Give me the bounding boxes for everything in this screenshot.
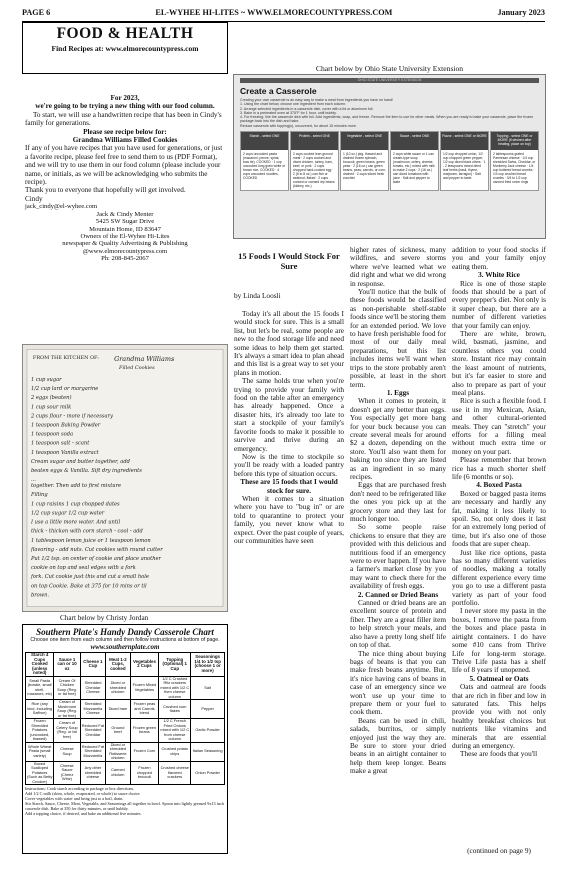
article-title: 15 Foods I Would Stock For Sure	[238, 251, 340, 271]
table-cell: Crushed corn flakes	[159, 700, 191, 719]
column-header: Topping (Optional) 1 Cup	[159, 653, 191, 677]
chart-title: Southern Plate's Handy Dandy Casserole Chart	[36, 627, 214, 637]
table-cell: Reduced Fat Shredded Cheddar	[80, 719, 105, 743]
ohio-column	[390, 131, 439, 191]
table-cell: Rice (any kind, including Saffron)	[26, 700, 54, 719]
ohio-column	[340, 131, 389, 191]
card-line: thick - thicken with corn starch - cool - add	[30, 528, 143, 535]
card-line: 1 tablespoon lemon juice or 1 teaspoon lemon	[30, 537, 151, 544]
instruction-line: Instructions: Cook starch according to package or box directions.	[25, 786, 135, 791]
owner-names: Jack & Cindy Menter	[96, 210, 154, 218]
article-byline: by Linda Loosli	[234, 291, 281, 300]
table-cell: Any other shredded cheese	[80, 761, 105, 785]
table-cell: Crushed cheese flavored crackers	[159, 761, 191, 785]
table-cell: Diced ham	[106, 700, 130, 719]
table-cell: Italian Seasoning	[191, 742, 225, 761]
section-title-box	[22, 22, 228, 74]
table-cell: Frozen chopped broccoli	[130, 761, 159, 785]
card-line: 1 cup sugar	[30, 376, 62, 383]
subhead: 5. Oatmeal or Oats	[469, 673, 529, 683]
ohio-columns	[240, 131, 539, 191]
ohio-step: 1. Using the chart below, choose one ingredient from each column.	[240, 102, 347, 107]
subhead: 4. Boxed Pasta	[476, 480, 522, 490]
chart-url[interactable]: www.southernplate.com	[90, 643, 160, 651]
paragraph: The nice thing about buying bags of beans is that you can make fresh beans anytime. But, it's nice having cans of beans in case of an emergency since we won't use up your time to prepare them or your fuel to cook them.	[350, 648, 446, 717]
table-cell: Shredded Cheddar Cheese	[80, 676, 105, 700]
note-heading: For 2023,	[110, 94, 140, 102]
subhead: 3. White Rice	[478, 270, 520, 280]
paragraph: addition to your food stocks if you and your family enjoy eating them.	[452, 245, 546, 271]
instruction-line: Cover vegetables with water and bring just to a boil, drain.	[25, 795, 124, 801]
table-cell: 1/2 C Crushed Ritz crackers mixed with 1/2 C then cheese column	[160, 675, 190, 699]
paragraph: These are foods that you'll	[460, 749, 538, 759]
paragraph: Just like rice options, pasta has so many different varieties of noodles, making a totally different experience every time you go to use a different pasta variety as part of your food portfolio.	[452, 547, 546, 608]
card-line: ...	[30, 477, 36, 484]
table-cell: Ground beef	[106, 719, 130, 743]
role-line: newspaper & Quality Advertising & Publishing	[62, 240, 188, 248]
section-title: FOOD & HEALTH	[56, 25, 194, 42]
note-thanks: Thank you to everyone that hopefully will get involved.	[25, 186, 186, 195]
card-subtitle: Filled Cookies	[119, 365, 155, 372]
card-title: Grandma Williams	[114, 355, 175, 364]
paragraph: Canned or dried beans are an excellent source of protein and fiber. They are a great filler item to help stretch your meals, and also have a pretty long shelf life on top of that.	[350, 598, 446, 650]
paragraph: So some people raise chickens to ensure that they are provided with this delicious and nutritious food if an emergency were to ever happen. If you have a farmer's market close by you may want to check there for the availability of fresh eggs.	[350, 522, 446, 591]
page-number: PAGE 6	[22, 8, 51, 17]
table-cell: Cream of Celery Soup (Reg. or fat free)	[54, 719, 80, 743]
table-cell: Onion Powder	[191, 761, 225, 785]
note-heading-2: we're going to be trying a new thing with our food column.	[35, 102, 215, 111]
ohio-step: 4. For freezing: line the casserole dish with foil. Add ingredients, wrap, and freeze. Remove the item to use for other meals. When you are ready to bake your casserole, place the frozen package back into the dish and bake.	[240, 115, 534, 124]
table-cell: Cheese Soup	[54, 742, 80, 761]
paragraph: Rice is such a flexible food. I use it in my Mexican, Asian, and other cultural-oriented meals. They can "stretch" your efforts for a filling meal without much extra time or money on your part.	[452, 396, 546, 456]
chart-table	[25, 652, 225, 785]
ohio-column-body: 2 cups uncooked pasta (macaroni, penne, spiral, bow tie), COOKED · 1 cup uncooked long grain white or brown rice, COOKED · 4 cups uncooked noodles, COOKED	[243, 152, 286, 181]
address-line-1: 5425 SW Sugar Drive	[95, 218, 155, 226]
caption-christy: Chart below by Christy Jordan	[60, 614, 149, 622]
ohio-column-body: 2 cups cooked lean ground meat · 2 cups cooked and diced chicken, turkey, ham, beef, or pork · 2 cups chopped hard-cooked egg · 2 (6 to 8 oz.) can fish or seafood, flaked · 2 cups cooked or canned dry beans (kidney, etc.)	[293, 152, 335, 189]
paragraph: When it comes to protein, it doesn't get any better than eggs. You especially get more bang for your buck because you can create several meals for around $2 a dozen, depending on the store. You'll also want them for baking too since they are listed as an ingredient in so many recipes.	[350, 396, 446, 481]
table-cell: Diced or shredded Rotisserie chicken	[106, 742, 130, 761]
card-line: Filling	[30, 492, 48, 499]
table-cell: 1/2 C French Fried Onions mixed with 1/2 C from cheese column	[160, 718, 190, 741]
paragraph: Eggs that are purchased fresh don't need to be refrigerated like the ones you pick up at the grocery store and they last for much longer too.	[350, 480, 446, 523]
table-cell: Canned chicken	[106, 761, 130, 785]
card-line: 2 eggs (beaten)	[30, 395, 72, 402]
paragraph: Today it's all about the 15 foods I would stock for sure. This is a small list, but let's be real, some people are new to the food storage life and need some ideas to help them get started. It's always a smart idea to plan ahead and this list is a great way to set your plans in motion.	[234, 309, 344, 377]
paragraph: higher rates of sickness, many wildfires, and severe storms where we've learned what we did right and what we did wrong in response.	[350, 245, 446, 288]
table-row	[26, 742, 225, 761]
email-link[interactable]: jack_cindy@el-wyhee.com	[25, 203, 98, 211]
paragraph: Oats and oatmeal are foods that are rich in fiber and low in saturated fats. This helps provide you with not only healthy breakfast choices but nutrients like vitamins and minerals that are essential during an emergency.	[452, 682, 546, 750]
website-link[interactable]: @www.elmorecountypress.com	[82, 247, 168, 255]
card-line: 1 teaspoon salt - scant	[30, 440, 90, 447]
card-line: together. Then add to first mixture	[30, 483, 122, 490]
chart-instructions	[25, 787, 225, 816]
ohio-column-header: Vegetable - select ONE	[341, 132, 388, 150]
ohio-column-header: Starch - select ONE	[241, 132, 288, 150]
paragraph: When it comes to a situation where you have to "bug in" or are told to quarantine to protect your family, you never know what to expect. Over the past couple of years, our communities have seen	[234, 493, 344, 545]
card-line: 1 teaspoon Vanilla extract	[30, 449, 99, 456]
card-line: fork. Cut cookie just this and cut a small hole	[30, 574, 149, 581]
ohio-banner: OHIO STATE UNIVERSITY EXTENSION	[240, 78, 539, 83]
recipe-card-image	[22, 344, 228, 612]
card-line: 1 teaspoon soda	[30, 431, 74, 438]
column-header: Vegetables 2 Cups	[130, 653, 159, 677]
card-line: flavoring - add nuts. Cut cookies with round cutter	[30, 546, 163, 553]
note-paragraph: To start, we will use a handwritten recipe that has been in Cindy's family for generations.	[25, 110, 222, 128]
ohio-column	[490, 131, 539, 191]
ohio-column-header: Protein - select ONE	[291, 132, 338, 150]
ohio-column-header: Sauce - select ONE	[391, 132, 438, 150]
ohio-column-body: 1 (10 oz.) pkg. thawed and drained frozen spinach, broccoli, green beans, green peas · 2 (16 oz.) can green beans, peas, carrots, or corn, drained · 2 cups sliced fresh zucchini	[343, 152, 386, 181]
table-row	[26, 761, 225, 785]
table-cell: Cheese Sauce (Cheez Whiz)	[54, 761, 80, 785]
card-line: Put 1/2 tsp. on center of cookie and place another	[30, 555, 162, 562]
card-line: on top Cookie. Bake at 375 for 10 mins or til	[30, 583, 147, 590]
card-line: beaten eggs & Vanilla. Sift dry ingredients	[30, 468, 142, 475]
editor-note	[22, 82, 228, 344]
column-header: Seasonings 1/4 to 1/2 tsp (choose 1 or more)	[191, 653, 225, 677]
note-see: Please see recipe below for:	[83, 127, 167, 136]
create-casserole-chart	[233, 74, 546, 239]
card-line: cookie on top and seal edges with a fork	[30, 565, 136, 572]
address-line-2: Mountain Home, ID 83647	[89, 225, 161, 233]
note-paragraph-2: If any of you have recipes that you have used for generations, or just a favorite recipe, please feel free to send them to us (PDF Format), and we will try to use them in our food column (please include your name, or initials, as we will be acknowledging who submits the recipe).	[25, 144, 223, 187]
instruction-line: Add 1/2 C milk (skim, whole, evaporated, or whole) to sauce choice.	[25, 790, 141, 796]
owners-line: Owners of the El-Wyhee Hi-Lites	[80, 232, 170, 240]
ohio-intro: Creating your own casserole is an easy way to make a meal from ingredients you have on hand!	[240, 98, 394, 102]
card-line: 1 cup sour milk	[30, 404, 72, 411]
table-cell: Cream of Mushroom Soup (Reg. or fat free)	[54, 700, 80, 719]
table-cell: Frozen Shredded Potatoes (uncooked, thawed)	[26, 719, 54, 743]
ohio-column-header: Topping - select ONE or MORE (if desired after heating, place on top)	[491, 132, 538, 150]
paper-title: EL-WYHEE HI-LITES ~ WWW.ELMORECOUNTYPRESS.COM	[155, 8, 393, 17]
ohio-column-body: 2 tablespoons grated Parmesan cheese · 1/4 cup shredded Swiss, Cheddar, or Monterey Jack cheese · 1/4 cup buttered bread crumbs · 1/4 cup crushed bread crumbs · 3/4 to 1/2 cup canned fried onion rings	[493, 152, 536, 185]
card-line: 1/2 cup lard or margarine	[30, 386, 99, 393]
note-signature: Cindy	[25, 194, 43, 203]
paragraph: There are white, brown, wild, basmati, jasmine, and countless others you could store. Instant rice may contain the least amount of nutrients, but it's far easier to store and also to prepare as part of your meal plans.	[452, 329, 546, 397]
continued-note: (continued on page 9)	[467, 846, 531, 855]
table-cell: Cream Of Chicken Soup (Reg. or fat free)	[54, 676, 80, 700]
section-subtitle: Find Recipes at: www.elmorecountypress.com	[51, 44, 199, 53]
ohio-column	[440, 131, 489, 191]
paragraph: Beans can be used in chili, salads, burritos, or simply enjoyed just the way they are. Be sure to store your dried beans in an airtight container to help them keep longer. Beans make a great	[350, 715, 446, 776]
paragraph: The same holds true when you're trying to provide your family with food on the table after an emergency has already happened. Once a disaster hits, it's already too late to start a stockpile of your family's favorite foods to make it possible to survive and thrive during an emergency.	[234, 376, 344, 453]
table-cell: Small Pasta (bowtie, small shell, macaroni, etc)	[26, 676, 54, 700]
caption-ohio: Chart below by Ohio State University Extension	[315, 64, 464, 73]
article-column-3	[452, 246, 546, 846]
table-cell: Diced or shredded chicken	[106, 676, 130, 700]
table-cell: Boxed Scalloped Potatoes (Such as Betty Crocker)	[27, 760, 53, 784]
ohio-step: 3. Bake in a preheated oven at 375°F for 1 hour, until bubbly.	[240, 110, 337, 115]
paragraph: Rice is one of those staple foods that should be a part of every prepper's diet. Not only is it super cheap, but there are a number of different varieties that your family can enjoy.	[452, 278, 546, 330]
ohio-steps	[240, 102, 539, 123]
table-cell: Pepper	[191, 700, 225, 719]
card-line: Cream sugar and butter together, add	[30, 458, 130, 465]
ohio-column-body: 1/2 cup chopped onion, 1/2 cup chopped green pepper, 1/2 cup diced black olives · 1 - 2 teaspoons mixed dried leaf herbs (basil, thyme, marjoram, tarragon) · Salt and pepper to taste	[443, 152, 486, 181]
table-cell: Whole Wheat Pasta (small variety)	[26, 742, 54, 761]
paragraph: Boxed or bagged pasta items are necessary and hardly any fat, making it less likely to spoil. So, not only does it last for an extremely long period of time, but it's also one of those foods that are super cheap.	[452, 488, 546, 549]
subhead: 1. Eggs	[386, 387, 410, 397]
table-cell: Garlic Powder	[191, 719, 225, 743]
paragraph: You'll notice that the bulk of these foods would be classified as non-perishable shelf-stable foods since we'll be storing them for an extended period. We love to have fresh perishable food for most of our daily meal preparations, but this list includes items we'll want when trips to the store probably aren't possible, at least in the short term.	[350, 287, 446, 389]
table-row	[26, 676, 225, 700]
table-cell: Frozen green beans	[130, 719, 159, 743]
casserole-chart	[22, 624, 228, 854]
column-header: Starch 4 Cups Cooked (unless noted)	[26, 653, 54, 677]
column-header: Meat 1-2 Cups, cooked	[106, 653, 130, 677]
article-column-2	[350, 246, 446, 858]
instruction-line: casserole dish. Bake at 350 for thirty minutes, or until bubbly.	[25, 805, 129, 811]
paragraph: Now is the time to stockpile so you'll be ready with a loaded pantry before this type of situation occurs.	[234, 451, 344, 478]
subhead: These are 15 foods that I would stock for sure.	[240, 477, 338, 495]
column-header: Sauce 1 can or 10 oz	[54, 653, 80, 677]
card-line: 1 teaspoon Baking Powder	[30, 422, 101, 429]
ohio-column-header: Flavor - select ONE or MORE	[441, 132, 488, 150]
card-line: brown.	[30, 592, 50, 599]
card-line: I use a little more water. And until	[30, 519, 121, 526]
paragraph: I never store my pasta in the boxes, I remove the pasta from the boxes and place pasta in airtight containers. I do have some #10 cans from Thrive Life for long-term storage. Thrive Life pasta has a shelf life of 8 years if unopened.	[452, 606, 546, 675]
card-line: 2 cups flour - more if necessary	[30, 413, 113, 420]
ohio-column-body: 2 cups white sauce or 1 can cream-type soup (mushroom, celery, cheese, tomato, etc.) mixed with milk to make 2 cups · 2 (16 oz.) can diced tomatoes with juice · Salt and pepper to taste	[393, 152, 435, 185]
table-cell: Crushed potato chips	[159, 742, 191, 761]
table-row	[26, 700, 225, 719]
ohio-title: Create a Casserole	[240, 86, 317, 96]
page-header	[22, 8, 545, 22]
ohio-column	[240, 131, 289, 191]
card-line: 1/2 cup sugar 1/2 cup water	[30, 510, 105, 517]
note-recipe-name: Grandma Williams Filled Cookies	[72, 136, 178, 145]
table-cell: Frozen peas and Carrots blend	[130, 700, 159, 719]
ohio-note: Reduce casserole with topping(s), uncovered, for about 15 minutes more.	[240, 123, 357, 128]
card-line: 1 cup raisins 1 cup chopped dates	[30, 501, 120, 508]
table-cell: Frozen Corn	[130, 742, 159, 761]
table-row	[26, 719, 225, 743]
table-cell: Shredded Mozzarella Cheese	[80, 700, 105, 719]
subhead: 2. Canned or Dried Beans	[357, 589, 439, 599]
table-cell: Reduced Fat Shredded Mozzarella	[80, 742, 105, 761]
chart-subtitle: Choose one item from each column and then follow instructions at bottom of page.	[30, 637, 220, 643]
table-cell: Salt	[191, 676, 225, 700]
column-header: Cheese 1 Cup	[80, 653, 105, 677]
phone-number: Ph: 208-845-2067	[101, 255, 149, 263]
ohio-column	[290, 131, 339, 191]
article-column-1	[234, 310, 344, 858]
handwritten-recipe	[25, 347, 225, 609]
issue-date: January 2023	[497, 8, 545, 17]
ohio-step: 2. Arrange selected ingredients in a casserole dish, cover with a lid or aluminum foil.	[240, 106, 374, 111]
paragraph: Please remember that brown rice has a much shorter shelf life (6 months or so).	[452, 455, 546, 481]
card-header: FROM THE KITCHEN OF:	[32, 355, 99, 362]
instruction-line: Add a topping choice, if desired, and bake an additional five minutes.	[25, 810, 142, 816]
table-cell: Frozen Mixed Vegetables	[130, 676, 159, 700]
instruction-line: Stir Starch, Sauce, Cheese, Meat, Vegetable, and Seasonings all together in bowl. Spoon into lightly greased 9x13 inch	[25, 800, 224, 806]
